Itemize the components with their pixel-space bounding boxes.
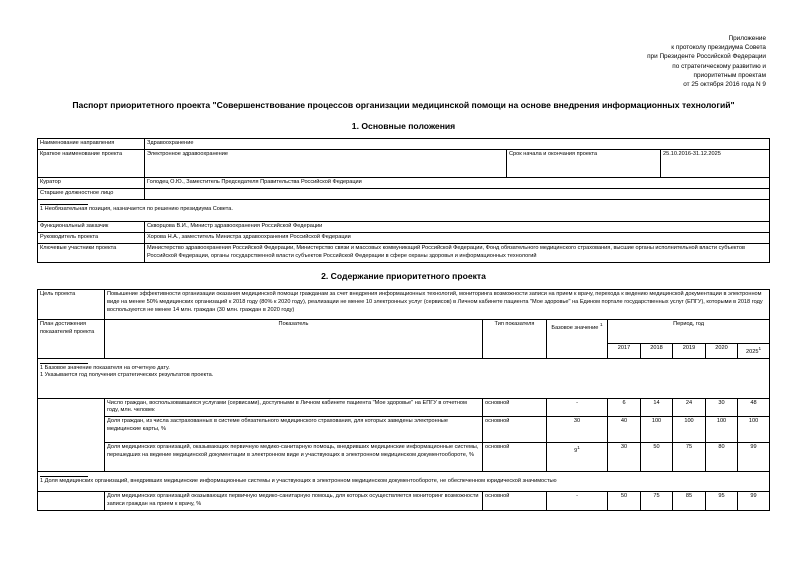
senior-official-label: Старшее должностное лицо	[38, 189, 145, 200]
participants-value: Министерство здравоохранения Российской Федерации, Министерство связи и массовых коммуникаций Российской Федерации, Фонд обязательного медицинского страхования, высшие органы исполнительной власти субъектов Российской Федерации, органы государственной власти субъектов Российской Федерации в сфере охраны здоровья и информационных технологий	[145, 244, 770, 263]
indicator-cell: Доля медицинских организаций оказывающих первичную медико-санитарную помощь, для которых осуществляется мониторинг возможности записи граждан на прием к врачу, %	[105, 492, 483, 511]
table-row	[38, 492, 770, 511]
value-cell: 30	[706, 398, 738, 417]
customer-label: Функциональный заказчик	[38, 222, 145, 233]
curator-label: Куратор	[38, 178, 145, 189]
value-cell: 99	[738, 443, 770, 472]
value-cell: 40	[608, 417, 641, 443]
year-header: 2018	[641, 344, 673, 359]
project-head-value: Хорова Н.А., заместитель Министра здравоохранения Российской Федерации	[145, 233, 770, 244]
senior-official-value	[145, 189, 770, 200]
type-header: Тип показателя	[483, 320, 547, 359]
base-cell: $9^1$	[547, 443, 608, 472]
value-cell: 100	[673, 417, 706, 443]
base-cell: -	[547, 398, 608, 417]
empty-cell	[38, 492, 105, 511]
appendix-block	[647, 34, 766, 89]
value-cell: 50	[641, 443, 673, 472]
indicator-cell: Доля медицинских организаций, оказывающих первичную медико-санитарную помощь, внедривших медицинские информационные системы, перешедших на ведение медицинской документации в электронном виде и участвующих в электронном медицинском документообороте, %	[105, 443, 483, 472]
value-cell: 80	[706, 443, 738, 472]
goal-label: Цель проекта	[38, 290, 105, 320]
value-cell: 99	[738, 492, 770, 511]
table-row	[38, 398, 770, 417]
empty-cell	[38, 398, 105, 417]
base-cell: -	[547, 492, 608, 511]
project-content-table	[37, 289, 770, 511]
type-cell: основной	[483, 443, 547, 472]
value-cell: 14	[641, 398, 673, 417]
base-cell: 30	[547, 417, 608, 443]
appendix-line: от 25 октября 2016 года N 9	[683, 81, 766, 89]
empty-cell	[38, 417, 105, 443]
value-cell: 6	[608, 398, 641, 417]
type-cell: основной	[483, 417, 547, 443]
indicator-cell: Доля граждан, из числа застрахованных в системе обязательного медицинского страхования, для которых заведены электронные медицинские карты, %	[105, 417, 483, 443]
table-row	[38, 443, 770, 472]
period-header: Период, год	[608, 320, 770, 344]
value-cell: 30	[608, 443, 641, 472]
direction-value: Здравоохранение	[145, 139, 770, 150]
year-header: 2019	[673, 344, 706, 359]
value-cell: 75	[641, 492, 673, 511]
short-name-value: Электронное здравоохранение	[145, 150, 507, 178]
footnote-text: 1 Необязательная позиция, назначается по решению президиума Совета.	[40, 206, 233, 212]
year-header: 2025$^1$	[738, 344, 770, 359]
value-cell: 24	[673, 398, 706, 417]
footnote-cell	[38, 200, 770, 222]
value-cell: 85	[673, 492, 706, 511]
short-name-label: Краткое наименование проекта	[38, 150, 145, 178]
project-head-label: Руководитель проекта	[38, 233, 145, 244]
section-1-heading: 1. Основные положения	[351, 121, 456, 131]
value-cell: 100	[738, 417, 770, 443]
value-cell: 48	[738, 398, 770, 417]
participants-label: Ключевые участники проекта	[38, 244, 145, 263]
indicator-header: Показатель	[105, 320, 483, 359]
plan-label: План достижения показателей проекта	[38, 320, 105, 359]
curator-value: Голодец О.Ю., Заместитель Председателя Правительства Российской Федерации	[145, 178, 770, 189]
value-cell: 100	[706, 417, 738, 443]
value-cell: 100	[641, 417, 673, 443]
type-cell: основной	[483, 398, 547, 417]
value-cell: 50	[608, 492, 641, 511]
direction-label: Наименование направления	[38, 139, 145, 150]
type-cell: основной	[483, 492, 547, 511]
table-row	[38, 417, 770, 443]
goal-value: Повышение эффективности организации оказания медицинской помощи гражданам за счет внедрения информационных технологий, мониторинга возможности записи на прием к врачу, перехода к ведению медицинской документации в электронном виде на менее 50% медицинских организаций к 2018 году (80% к 2020 году), реализации не менее 10 электронных услуг (сервисов) в Личном кабинете пациента "Мое здоровье" на Едином портале государственных услуг (ЕПГУ), которыми в 2018 году воспользуются не менее 14 млн. граждан (30 млн. граждан в 2020 году)	[105, 290, 770, 320]
base-value-header: Базовое значение $^1$	[547, 320, 608, 359]
term-label: Срок начала и окончания проекта	[507, 150, 661, 178]
notes-cell	[38, 358, 770, 398]
appendix-line: по стратегическому развитию и	[672, 62, 766, 70]
customer-value: Скворцова В.И., Министр здравоохранения Российской Федерации	[145, 222, 770, 233]
indicator-cell: Число граждан, воспользовавшихся услугами (сервисами), доступными в Личном кабинете пациента "Мое здоровье" на ЕПГУ в отчетном году, млн. человек	[105, 398, 483, 417]
appendix-line: приоритетным проектам	[693, 71, 766, 79]
footnote-divider	[40, 204, 88, 205]
note-doc-flow: 1 Доля медицинских организаций, внедривших медицинские информационные системы и участвующих в электронном медицинском документообороте, не обеспеченном юридической значимостью	[40, 478, 557, 485]
year-header: 2017	[608, 344, 641, 359]
note-row-cell	[38, 472, 770, 492]
value-cell: 95	[706, 492, 738, 511]
appendix-line: к протоколу президиума Совета	[671, 44, 766, 52]
appendix-line: при Президенте Российской Федерации	[647, 53, 766, 61]
appendix-line: Приложение	[728, 35, 766, 42]
note-year: 1 Указывается год получения стратегических результатов проекта.	[40, 372, 214, 379]
empty-cell	[38, 443, 105, 472]
document-title: Паспорт приоритетного проекта "Совершенствование процессов организации медицинской помощи на основе внедрения информационных технологий"	[72, 100, 735, 110]
term-value: 25.10.2016-31.12.2025	[661, 150, 770, 178]
note-base-value: 1 Базовое значение показателя на отчетную дату.	[40, 364, 170, 371]
section-2-heading: 2. Содержание приоритетного проекта	[321, 271, 486, 281]
value-cell: 75	[673, 443, 706, 472]
year-header: 2020	[706, 344, 738, 359]
notes-divider	[40, 363, 88, 364]
basic-provisions-table	[37, 138, 770, 263]
